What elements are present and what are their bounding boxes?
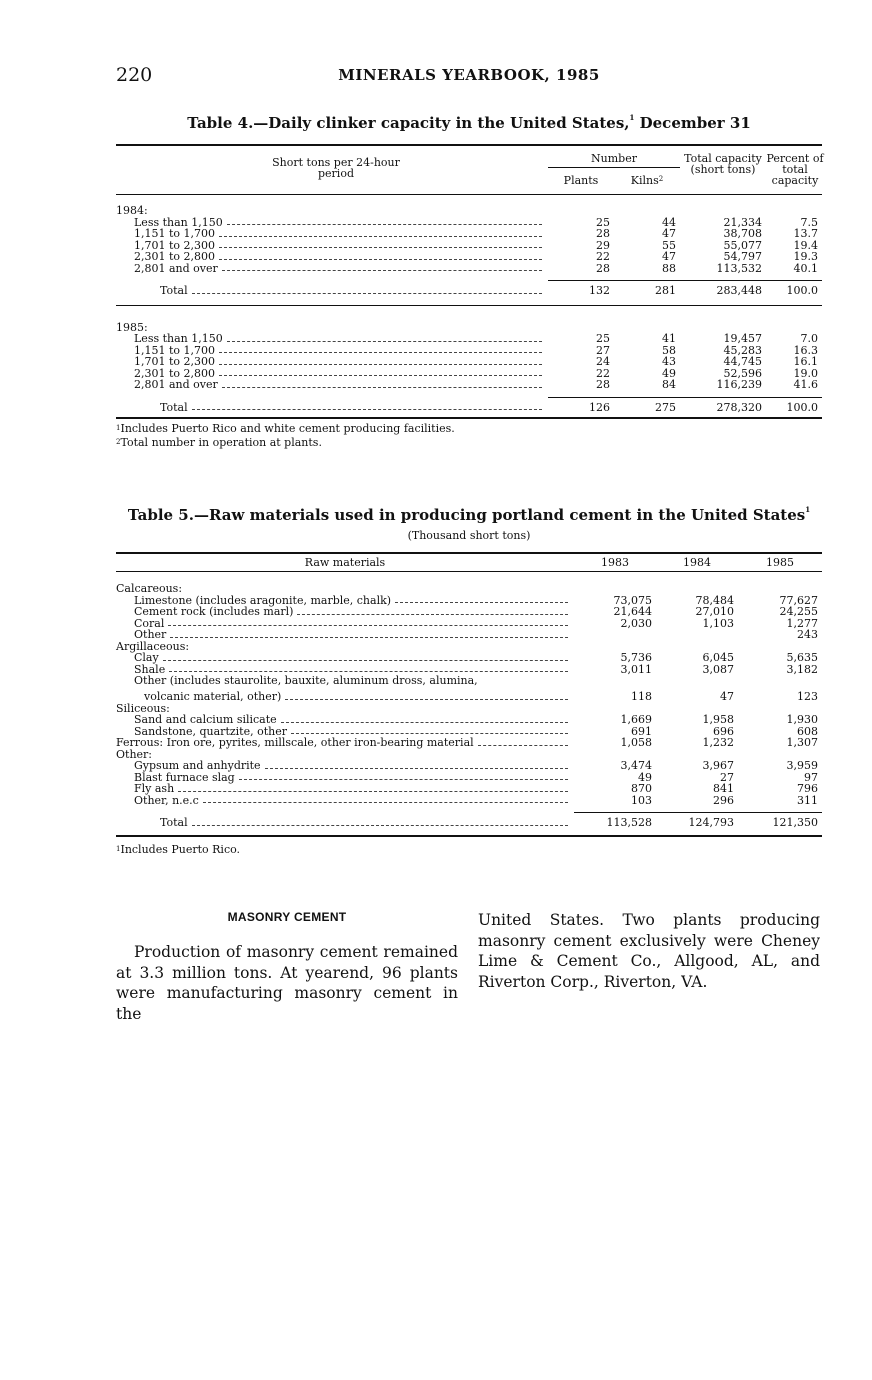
row-label: Other: (116, 747, 152, 761)
percent-cell: 100.0 (766, 397, 822, 413)
value-cell: 608 (797, 724, 818, 738)
body-paragraph-1: Production of masonry cement remained at 3.3 million tons. At yearend, 96 plants were manufacturing masonry cement in the (116, 943, 458, 1023)
table-row (116, 606, 822, 618)
table5-title-text: Table 5.—Raw materials used in producing portland cement in the United States (127, 506, 806, 524)
kilns-cell: 47 (662, 250, 676, 263)
capacity-cell: 52,596 (723, 366, 762, 380)
value-cell: 77,627 (779, 593, 818, 607)
table-row (116, 240, 822, 252)
row-label (116, 379, 548, 391)
table-row (116, 687, 822, 703)
row-label-text: Other, n.e.c (134, 793, 199, 807)
table-total-row (116, 813, 822, 829)
capacity-cell: 19,457 (723, 332, 762, 345)
capacity-cell: 54,797 (723, 250, 762, 263)
row-label (116, 618, 574, 630)
row-label: Argillaceous: (116, 639, 190, 653)
table-row (116, 795, 822, 807)
kilns-cell: 44 (662, 215, 676, 229)
value-cell (656, 629, 738, 641)
table5 (116, 506, 822, 857)
row-label-text: volcanic material, other) (144, 690, 282, 703)
plants-cell: 22 (596, 250, 610, 263)
value-cell: 311 (797, 793, 818, 807)
capacity-cell: 45,283 (723, 343, 762, 357)
plants-cell: 28 (596, 261, 610, 275)
value-cell: 97 (804, 770, 818, 784)
value-cell (574, 629, 656, 641)
row-label (116, 228, 548, 240)
value-cell: 1,103 (702, 616, 734, 630)
table-row (116, 345, 822, 357)
row-label: Other (includes staurolite, bauxite, aluminum dross, alumina, (134, 674, 478, 687)
row-label (116, 760, 574, 772)
table-row (116, 333, 822, 345)
value-cell: 121,350 (738, 813, 822, 829)
percent-cell: 40.1 (793, 261, 818, 275)
row-label (116, 263, 548, 275)
value-cell: 5,736 (620, 651, 652, 664)
table4-col-number: Number (548, 153, 680, 168)
row-label (116, 783, 574, 795)
total-label (116, 813, 574, 829)
table-row (116, 263, 822, 275)
value-cell: 2,030 (620, 616, 652, 630)
percent-cell: 13.7 (793, 227, 818, 240)
value-cell: 1,277 (786, 616, 818, 630)
row-label-text: Gypsum and anhydrite (134, 759, 261, 772)
table-row (116, 618, 822, 630)
row-label-text: 1,151 to 1,700 (134, 343, 216, 357)
footnote-text: Includes Puerto Rico. (120, 842, 241, 856)
table4-title-text: Table 4.—Daily clinker capacity in the United States, (187, 114, 630, 132)
percent-cell: 19.0 (793, 366, 818, 380)
row-label (116, 333, 548, 345)
row-label (116, 714, 574, 726)
row-label-text: Shale (134, 662, 166, 676)
value-cell: 3,967 (702, 759, 734, 772)
table5-body (116, 583, 822, 829)
body-paragraph-2: United States. Two plants producing masonry cement exclusively were Cheney Lime & Cement Co., Allgood, AL, and Riverton Corp., Riverton, VA. (478, 911, 820, 991)
total-label-text: Total (160, 284, 188, 297)
value-cell: 243 (797, 628, 818, 641)
table4-col-label: Short tons per 24-hour period (272, 156, 400, 180)
total-label (116, 281, 548, 297)
row-label-text: 2,801 and over (134, 261, 218, 275)
kilns-cell: 275 (614, 397, 680, 413)
value-cell: 1,307 (786, 736, 818, 749)
running-head: MINERALS YEARBOOK, 1985 (338, 66, 600, 84)
row-label-text: Less than 1,150 (134, 332, 223, 345)
table4-title-tail: December 31 (634, 114, 751, 132)
table4-col-percent: Percent of total capacity (766, 152, 824, 187)
plants-cell: 27 (596, 343, 610, 357)
value-cell (574, 583, 656, 595)
row-label-text: Ferrous: Iron ore, pyrites, millscale, other iron-bearing material (116, 736, 474, 749)
row-label: Calcareous: (116, 582, 183, 595)
plants-cell: 132 (548, 281, 614, 297)
percent-cell: 16.1 (793, 355, 818, 368)
row-label (116, 251, 548, 263)
value-cell (656, 583, 738, 595)
row-label-text: Limestone (includes aragonite, marble, chalk) (134, 593, 392, 607)
value-cell: 1,058 (620, 736, 652, 749)
table4-footnote-1 (116, 422, 822, 436)
percent-cell: 16.3 (793, 343, 818, 357)
body-column-2 (478, 910, 820, 992)
table5-subtitle: (Thousand short tons) (407, 529, 531, 542)
row-label-text: Cement rock (includes marl) (134, 605, 294, 618)
row-label-text: Less than 1,150 (134, 215, 223, 229)
table-row (116, 652, 822, 664)
capacity-cell: 116,239 (716, 378, 762, 391)
value-cell: 21,644 (613, 605, 652, 618)
value-cell: 3,011 (620, 662, 652, 676)
table4-header (116, 144, 822, 194)
footnote-text: Total number in operation at plants. (120, 436, 322, 449)
plants-cell: 22 (596, 366, 610, 380)
table-row (116, 379, 822, 391)
percent-cell: 19.4 (793, 238, 818, 252)
row-label: Siliceous: (116, 701, 170, 715)
value-cell: 296 (713, 793, 734, 807)
page-header (116, 64, 822, 88)
value-cell: 73,075 (613, 593, 652, 607)
year-label: 1985: (116, 320, 148, 334)
section-heading: MASONRY CEMENT (227, 910, 347, 924)
table5-title (116, 506, 822, 524)
row-label-text: 1,151 to 1,700 (134, 227, 216, 240)
table5-col-year: 1985 (766, 556, 794, 569)
row-label-text: 2,301 to 2,800 (134, 250, 216, 263)
value-cell: 1,930 (786, 713, 818, 726)
table5-col-year: 1984 (683, 556, 711, 569)
kilns-cell: 41 (662, 332, 676, 345)
row-label (116, 356, 548, 368)
percent-cell: 41.6 (793, 378, 818, 391)
value-cell (574, 675, 656, 687)
value-cell: 47 (720, 690, 734, 703)
capacity-cell: 55,077 (723, 238, 762, 252)
value-cell: 1,232 (702, 736, 734, 749)
body-column-1 (116, 910, 458, 1024)
row-label-text: 1,701 to 2,300 (134, 355, 216, 368)
value-cell: 113,528 (574, 813, 656, 829)
value-cell: 841 (713, 782, 734, 795)
value-cell: 3,182 (786, 662, 818, 676)
footnote-mark: 2 (116, 438, 121, 446)
table4-footnotes (116, 422, 822, 450)
capacity-cell: 21,334 (723, 215, 762, 229)
value-cell: 123 (797, 690, 818, 703)
kilns-cell: 43 (662, 355, 676, 368)
page-number: 220 (116, 64, 153, 86)
plants-cell: 25 (596, 332, 610, 345)
table-row (116, 714, 822, 726)
row-label-text: 2,301 to 2,800 (134, 366, 216, 380)
row-label (116, 652, 574, 664)
row-label (116, 737, 574, 749)
value-cell: 870 (631, 782, 652, 795)
row-label-text: Other (134, 628, 167, 641)
table4-col-total: Total capacity (short tons) (684, 152, 762, 176)
percent-cell: 7.0 (800, 332, 818, 345)
table4-col-kilns-text: Kilns (630, 174, 659, 187)
row-label-text: 2,801 and over (134, 378, 218, 391)
table-row (116, 251, 822, 263)
row-label-text: 1,701 to 2,300 (134, 238, 216, 252)
kilns-cell: 49 (662, 366, 676, 380)
percent-cell: 100.0 (766, 281, 822, 297)
table-total-row (116, 281, 822, 297)
table4-year-row (116, 205, 822, 217)
table-row (116, 760, 822, 772)
year-label: 1984: (116, 204, 148, 217)
value-cell: 691 (631, 724, 652, 738)
plants-cell: 126 (548, 397, 614, 413)
row-label (116, 772, 574, 784)
row-label-text: Coral (134, 616, 165, 630)
footnote-mark: 1 (116, 844, 121, 853)
value-cell: 24,255 (779, 605, 818, 618)
value-cell: 696 (713, 724, 734, 738)
capacity-cell: 44,745 (723, 355, 762, 368)
value-cell (738, 675, 822, 687)
table4-title-sup: 1 (629, 113, 635, 122)
kilns-cell: 84 (662, 378, 676, 391)
table-row (116, 228, 822, 240)
kilns-cell: 58 (662, 343, 676, 357)
row-label-text: Sand and calcium silicate (134, 713, 277, 726)
table5-title-sup: 1 (805, 505, 811, 514)
table-row (116, 783, 822, 795)
kilns-cell: 55 (662, 238, 676, 252)
footnote-text: Includes Puerto Rico and white cement producing facilities. (120, 422, 455, 435)
table5-col-year: 1983 (601, 556, 629, 569)
value-cell: 27,010 (695, 605, 734, 618)
table-row (116, 675, 822, 687)
table-row (116, 583, 822, 595)
table-row (116, 217, 822, 229)
plants-cell: 29 (596, 238, 610, 252)
value-cell: 3,474 (620, 759, 652, 772)
table4-col-plants: Plants (563, 174, 599, 187)
row-label (116, 606, 574, 618)
value-cell: 6,045 (702, 651, 734, 664)
value-cell: 3,959 (786, 759, 818, 772)
capacity-cell: 38,708 (723, 227, 762, 240)
plants-cell: 25 (596, 215, 610, 229)
capacity-cell: 278,320 (680, 397, 766, 413)
value-cell: 118 (631, 690, 652, 703)
value-cell: 27 (720, 770, 734, 784)
table-row (116, 737, 822, 749)
total-label-text: Total (160, 816, 188, 829)
row-label (116, 629, 574, 641)
value-cell: 78,484 (695, 593, 734, 607)
table4-col-kilns-sup: 2 (658, 175, 664, 183)
row-label-text: Blast furnace slag (134, 770, 235, 784)
row-label (116, 795, 574, 807)
kilns-cell: 281 (614, 281, 680, 297)
total-label-text: Total (160, 400, 188, 414)
table-row (116, 629, 822, 641)
value-cell: 124,793 (656, 813, 738, 829)
value-cell (738, 583, 822, 595)
value-cell: 796 (797, 782, 818, 795)
percent-cell: 19.3 (793, 250, 818, 263)
table5-col-label: Raw materials (304, 556, 386, 569)
plants-cell: 28 (596, 227, 610, 240)
table-row (116, 356, 822, 368)
table5-header (116, 554, 822, 571)
plants-cell: 24 (596, 355, 610, 368)
value-cell: 1,669 (620, 713, 652, 726)
value-cell: 5,635 (786, 651, 818, 664)
table-total-row (116, 397, 822, 413)
table4-body (116, 205, 822, 413)
capacity-cell: 283,448 (680, 281, 766, 297)
table4-footnote-2 (116, 436, 822, 450)
kilns-cell: 47 (662, 227, 676, 240)
row-label-text: Sandstone, quartzite, other (134, 724, 287, 738)
footnote-mark: 1 (116, 424, 121, 432)
total-label (116, 397, 548, 413)
value-cell: 49 (638, 770, 652, 784)
row-label-text: Fly ash (134, 782, 175, 795)
value-cell: 1,958 (702, 713, 734, 726)
plants-cell: 28 (596, 378, 610, 391)
table4-title (116, 114, 822, 132)
table5-footnote (116, 843, 822, 857)
value-cell: 3,087 (702, 662, 734, 676)
percent-cell: 7.5 (800, 215, 818, 229)
row-label-text: Clay (134, 651, 159, 664)
capacity-cell: 113,532 (716, 261, 762, 275)
table4 (116, 144, 822, 450)
value-cell (656, 675, 738, 687)
kilns-cell: 88 (662, 261, 676, 275)
row-label (116, 687, 574, 703)
value-cell: 103 (631, 793, 652, 807)
